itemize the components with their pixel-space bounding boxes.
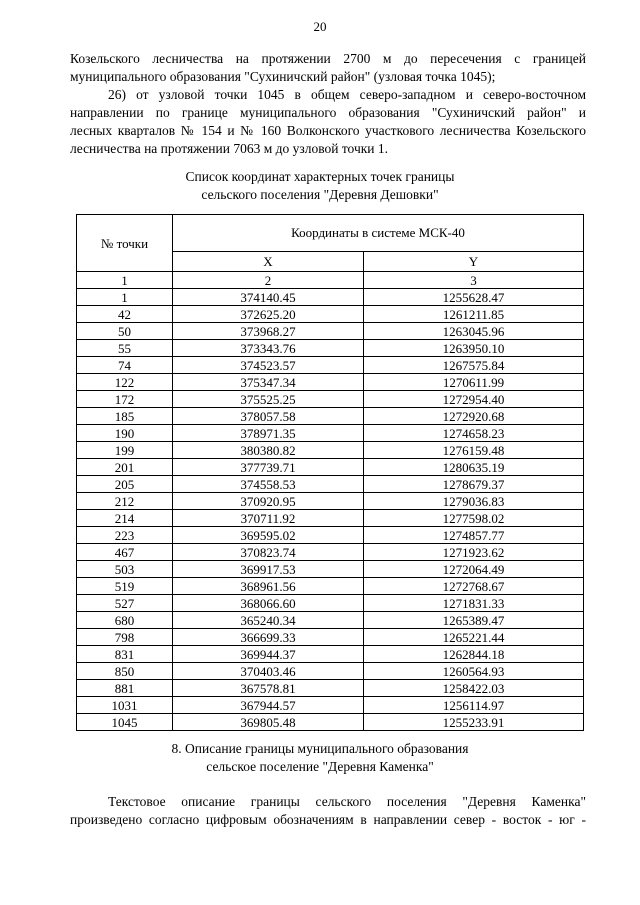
y-coordinate-cell: 1260564.93	[364, 663, 584, 680]
table-row	[77, 663, 584, 680]
table-row	[77, 714, 584, 731]
header-x: X	[173, 251, 364, 271]
y-coordinate-cell: 1263045.96	[364, 323, 584, 340]
point-number-cell: 527	[77, 595, 173, 612]
point-number-cell: 201	[77, 459, 173, 476]
column-number-2: 2	[173, 272, 364, 289]
point-number-cell: 199	[77, 442, 173, 459]
table-row	[77, 357, 584, 374]
table-row	[77, 527, 584, 544]
y-coordinate-cell: 1279036.83	[364, 493, 584, 510]
point-number-cell: 1	[77, 289, 173, 306]
x-coordinate-cell: 368066.60	[173, 595, 364, 612]
y-coordinate-cell: 1262844.18	[364, 646, 584, 663]
point-number-cell: 223	[77, 527, 173, 544]
point-number-cell: 212	[77, 493, 173, 510]
y-coordinate-cell: 1258422.03	[364, 680, 584, 697]
point-number-cell: 214	[77, 510, 173, 527]
x-coordinate-cell: 370823.74	[173, 544, 364, 561]
table-row	[77, 391, 584, 408]
table-row	[77, 510, 584, 527]
x-coordinate-cell: 375525.25	[173, 391, 364, 408]
item-26-line-1: 26) от узловой точки 1045 в общем северо-западном и северо-восточном	[108, 87, 586, 102]
table-row	[77, 680, 584, 697]
y-coordinate-cell: 1270611.99	[364, 374, 584, 391]
coordinates-table	[76, 214, 584, 731]
y-coordinate-cell: 1274658.23	[364, 425, 584, 442]
list-title-line-1: Список координат характерных точек границы	[185, 169, 455, 184]
point-number-cell: 42	[77, 306, 173, 323]
x-coordinate-cell: 367944.57	[173, 697, 364, 714]
table-row	[77, 476, 584, 493]
y-coordinate-cell: 1280635.19	[364, 459, 584, 476]
point-number-cell: 831	[77, 646, 173, 663]
outro-line-1: Текстовое описание границы сельского поселения "Деревня Каменка"	[108, 794, 586, 809]
table-row	[77, 289, 584, 306]
y-coordinate-cell: 1271831.33	[364, 595, 584, 612]
y-coordinate-cell: 1276159.48	[364, 442, 584, 459]
list-title-line-2: сельского поселения "Деревня Дешовки"	[201, 187, 439, 202]
x-coordinate-cell: 380380.82	[173, 442, 364, 459]
table-row	[77, 595, 584, 612]
column-number-3: 3	[364, 272, 584, 289]
table-row	[77, 425, 584, 442]
y-coordinate-cell: 1272920.68	[364, 408, 584, 425]
y-coordinate-cell: 1255628.47	[364, 289, 584, 306]
table-row	[77, 408, 584, 425]
x-coordinate-cell: 374140.45	[173, 289, 364, 306]
x-coordinate-cell: 366699.33	[173, 629, 364, 646]
point-number-cell: 467	[77, 544, 173, 561]
point-number-cell: 798	[77, 629, 173, 646]
point-number-cell: 185	[77, 408, 173, 425]
y-coordinate-cell: 1256114.97	[364, 697, 584, 714]
point-number-cell: 1045	[77, 714, 173, 731]
table-row	[77, 612, 584, 629]
x-coordinate-cell: 369944.37	[173, 646, 364, 663]
table-row	[77, 646, 584, 663]
y-coordinate-cell: 1263950.10	[364, 340, 584, 357]
item-26-line-3: лесных кварталов № 154 и № 160 Волконского участкового лесничества Козельского	[70, 123, 586, 138]
y-coordinate-cell: 1265389.47	[364, 612, 584, 629]
x-coordinate-cell: 370403.46	[173, 663, 364, 680]
y-coordinate-cell: 1277598.02	[364, 510, 584, 527]
y-coordinate-cell: 1278679.37	[364, 476, 584, 493]
x-coordinate-cell: 368961.56	[173, 578, 364, 595]
y-coordinate-cell: 1272064.49	[364, 561, 584, 578]
table-row	[77, 629, 584, 646]
x-coordinate-cell: 378971.35	[173, 425, 364, 442]
x-coordinate-cell: 365240.34	[173, 612, 364, 629]
y-coordinate-cell: 1255233.91	[364, 714, 584, 731]
x-coordinate-cell: 367578.81	[173, 680, 364, 697]
outro-line-2: произведено согласно цифровым обозначениям в направлении север - восток - юг -	[70, 812, 586, 827]
y-coordinate-cell: 1272768.67	[364, 578, 584, 595]
x-coordinate-cell: 374558.53	[173, 476, 364, 493]
point-number-cell: 881	[77, 680, 173, 697]
point-number-cell: 55	[77, 340, 173, 357]
x-coordinate-cell: 369595.02	[173, 527, 364, 544]
x-coordinate-cell: 378057.58	[173, 408, 364, 425]
section-8-heading	[0, 740, 640, 776]
header-y: Y	[364, 251, 584, 271]
point-number-cell: 190	[77, 425, 173, 442]
table-row	[77, 374, 584, 391]
y-coordinate-cell: 1267575.84	[364, 357, 584, 374]
table-row	[77, 442, 584, 459]
header-point-number: № точки	[77, 215, 173, 272]
x-coordinate-cell: 370920.95	[173, 493, 364, 510]
point-number-cell: 519	[77, 578, 173, 595]
x-coordinate-cell: 373968.27	[173, 323, 364, 340]
x-coordinate-cell: 369917.53	[173, 561, 364, 578]
table-row	[77, 493, 584, 510]
x-coordinate-cell: 377739.71	[173, 459, 364, 476]
table-row	[77, 323, 584, 340]
item-26-line-2: направлении по границе муниципального образования "Сухиничский район" и	[70, 105, 586, 120]
x-coordinate-cell: 372625.20	[173, 306, 364, 323]
table-row	[77, 578, 584, 595]
intro-line-1: Козельского лесничества на протяжении 2700 м до пересечения с границей	[70, 51, 586, 66]
point-number-cell: 205	[77, 476, 173, 493]
table-row	[77, 697, 584, 714]
column-number-1: 1	[77, 272, 173, 289]
x-coordinate-cell: 374523.57	[173, 357, 364, 374]
y-coordinate-cell: 1265221.44	[364, 629, 584, 646]
intro-paragraph	[70, 50, 586, 158]
table-row	[77, 340, 584, 357]
table-row	[77, 306, 584, 323]
y-coordinate-cell: 1261211.85	[364, 306, 584, 323]
x-coordinate-cell: 375347.34	[173, 374, 364, 391]
x-coordinate-cell: 370711.92	[173, 510, 364, 527]
y-coordinate-cell: 1272954.40	[364, 391, 584, 408]
point-number-cell: 122	[77, 374, 173, 391]
point-number-cell: 1031	[77, 697, 173, 714]
table-row	[77, 459, 584, 476]
point-number-cell: 503	[77, 561, 173, 578]
point-number-cell: 74	[77, 357, 173, 374]
x-coordinate-cell: 373343.76	[173, 340, 364, 357]
point-number-cell: 50	[77, 323, 173, 340]
outro-paragraph	[70, 793, 586, 829]
table-row	[77, 561, 584, 578]
section-8-line-2: сельское поселение "Деревня Каменка"	[206, 759, 434, 774]
y-coordinate-cell: 1274857.77	[364, 527, 584, 544]
header-coordinate-system: Координаты в системе МСК-40	[173, 215, 584, 252]
point-number-cell: 850	[77, 663, 173, 680]
point-number-cell: 172	[77, 391, 173, 408]
section-8-line-1: 8. Описание границы муниципального образования	[171, 741, 469, 756]
item-26-line-4: лесничества на протяжении 7063 м до узловой точки 1.	[70, 141, 389, 156]
table-row	[77, 544, 584, 561]
y-coordinate-cell: 1271923.62	[364, 544, 584, 561]
x-coordinate-cell: 369805.48	[173, 714, 364, 731]
page-number: 20	[313, 19, 327, 34]
list-title	[0, 168, 640, 204]
point-number-cell: 680	[77, 612, 173, 629]
intro-line-2: муниципального образования "Сухиничский район" (узловая точка 1045);	[70, 69, 496, 84]
